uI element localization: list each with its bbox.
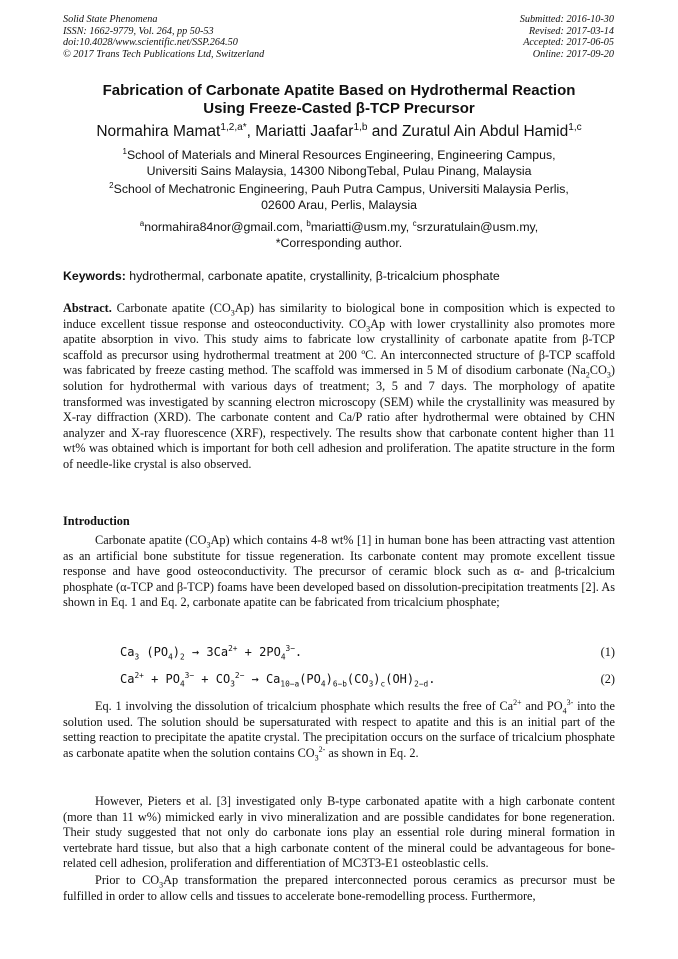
author-separator: , bbox=[246, 123, 256, 140]
revised-date: Revised: 2017-03-14 bbox=[528, 25, 614, 37]
eq-term: + CO bbox=[194, 672, 231, 686]
eq-sub: 10−a bbox=[280, 679, 300, 689]
paragraph-text: Ap) which contains 4-8 wt% [1] in human bone has been attracting vast attention as an artificial bone substitute for tissue regeneration. Its carbonate content may promote excellent tissue response and have good osteoconductivity. The precursor of ceramic block such as α- and β-tricalcium phosphate (α-TCP and β-TCP) foams have been developed based on dissolution-precipitation treatments [2]. As shown in Eq. 1 and Eq. 2, carbonate apatite can be fabricated from tricalcium phosphate; bbox=[63, 533, 615, 610]
publication-dates bbox=[520, 14, 614, 60]
email-link[interactable]: normahira84nor@gmail.com, bbox=[144, 220, 307, 234]
issn-line: ISSN: 1662-9779, Vol. 264, pp 50-53 bbox=[63, 25, 214, 37]
email-marker: b bbox=[306, 218, 311, 228]
author-name: Normahira Mamat bbox=[96, 123, 221, 140]
online-date: Online: 2017-09-20 bbox=[532, 48, 614, 60]
paper-title bbox=[40, 82, 638, 118]
email-link[interactable]: srzuratulain@usm.my, bbox=[416, 220, 539, 234]
author-affiliation-marker: 1,b bbox=[353, 121, 368, 133]
intro-paragraph-4 bbox=[63, 873, 615, 904]
eq-term: Ca bbox=[120, 672, 135, 686]
paragraph-text: as shown in Eq. 2. bbox=[325, 745, 419, 760]
eq-term: . bbox=[428, 672, 436, 686]
equation-1 bbox=[120, 645, 615, 663]
eq-term: Ca bbox=[120, 645, 135, 659]
eq-term: ) bbox=[325, 672, 333, 686]
subscript: 3 bbox=[606, 370, 611, 380]
affiliation-text: 02600 Arau, Perlis, Malaysia bbox=[261, 198, 417, 212]
eq-term: (OH) bbox=[385, 672, 415, 686]
section-heading: Introduction bbox=[63, 514, 130, 528]
eq-sub: 3 bbox=[134, 652, 140, 662]
eq-sub: 3 bbox=[230, 679, 235, 689]
eq-term: → 3Ca bbox=[184, 645, 229, 659]
eq-sub: 2−d bbox=[414, 679, 429, 689]
eq-sub: c bbox=[380, 679, 386, 689]
subscript: 3 bbox=[366, 324, 371, 334]
equation-number: (1) bbox=[600, 645, 615, 659]
eq-sup: 3− bbox=[184, 671, 195, 680]
affiliation-2 bbox=[40, 181, 638, 213]
author-separator: and bbox=[367, 123, 402, 140]
affiliation-text: Universiti Sains Malaysia, 14300 NibongTebal, Pulau Pinang, Malaysia bbox=[146, 164, 532, 178]
eq-term: ) bbox=[172, 645, 180, 659]
eq-term: + 2PO bbox=[237, 645, 281, 659]
eq-sub: 3 bbox=[368, 679, 374, 689]
equation-expression bbox=[120, 671, 436, 689]
subscript: 3 bbox=[159, 880, 164, 890]
eq-sub: 2 bbox=[180, 652, 185, 662]
paragraph-text: Ap transformation the prepared interconnected porous ceramics as precursor must be fulfilled in order to allow cells and tissues to accelerate bone-remodelling process. Furthermore, bbox=[63, 873, 615, 903]
email-marker: a bbox=[139, 218, 145, 228]
subscript: 3 bbox=[206, 540, 211, 550]
abstract-label: Abstract. bbox=[63, 301, 112, 315]
intro-paragraph-2 bbox=[63, 699, 615, 761]
author-name: Zuratul Ain Abdul Hamid bbox=[401, 123, 569, 140]
equation-expression bbox=[120, 644, 303, 662]
title-line-2: Using Freeze-Casted β-TCP Precursor bbox=[203, 100, 475, 117]
eq-sup: 2− bbox=[234, 671, 245, 680]
author-affiliation-marker: 1,c bbox=[568, 121, 582, 133]
abstract-text: Carbonate apatite (CO bbox=[111, 301, 231, 315]
eq-term: + PO bbox=[143, 672, 180, 686]
copyright-line: © 2017 Trans Tech Publications Ltd, Switzerland bbox=[63, 48, 265, 60]
accepted-date: Accepted: 2017-06-05 bbox=[523, 37, 614, 48]
superscript: 2- bbox=[318, 744, 326, 754]
equation-number: (2) bbox=[600, 672, 615, 686]
abstract-text: CO bbox=[589, 363, 607, 378]
keywords-label: Keywords: bbox=[63, 269, 126, 283]
paragraph-text: Carbonate apatite (CO bbox=[95, 533, 207, 547]
superscript: 3- bbox=[566, 697, 574, 707]
eq-sub: 4 bbox=[168, 652, 173, 662]
eq-sub: 4 bbox=[280, 652, 286, 662]
author-list bbox=[40, 123, 638, 141]
eq-term: (CO bbox=[346, 672, 369, 686]
eq-sup: 2+ bbox=[134, 671, 144, 680]
intro-paragraph-1 bbox=[63, 533, 615, 611]
abstract-text: ) solution for hydrothermal with various days of treatment; 3, 5 and 7 days. The morphology of apatite transformed was investigated by scanning electron microscopy (SEM) while the crystallinity was measured by X-ray diffraction (XRD). The carbonate content and Ca/P ratio after hydrothermal were obtained by CHN analyzer and X-ray fluorescence (XRF), respectively. The results show that carbonate content higher than 11 wt% was obtained which is important for both cell adhesion and proliferation. The apatite structure in the form of needle-like crystal is also observed. bbox=[63, 363, 615, 471]
doi-line: doi:10.4028/www.scientific.net/SSP.264.50 bbox=[63, 37, 238, 48]
eq-sup: 2+ bbox=[228, 644, 238, 653]
subscript: 3 bbox=[314, 753, 319, 763]
paragraph-text: and PO bbox=[521, 699, 563, 713]
contact-emails bbox=[40, 219, 638, 251]
eq-sub: 4 bbox=[179, 679, 185, 689]
author-affiliation-marker: 1,2,a* bbox=[220, 121, 247, 133]
keywords bbox=[63, 268, 615, 284]
intro-paragraph-3: However, Pieters et al. [3] investigated only B-type carbonated apatite with a high carbonate content (more than 11 w%) mimicked early in vivo mineralization and are possible candidates for bone regeneration. Their study suggested that not only do carbonate ions play an essential role during mineral formation in vertebrate hard tissue, but also that a high carbonate content of the mineral could be advantageous for bone-related cell adhesion, proliferation and differentiation of MC3T3-E1 osteoblastic cells. bbox=[63, 794, 615, 871]
affiliation-text: School of Mechatronic Engineering, Pauh Putra Campus, Universiti Malaysia Perlis, bbox=[113, 182, 569, 196]
affiliation-1 bbox=[40, 147, 638, 179]
subscript: 3 bbox=[230, 308, 235, 318]
eq-term: ) bbox=[373, 672, 381, 686]
paragraph-text: Prior to CO bbox=[95, 873, 160, 887]
paragraph-text: into the solution used. The solution should be supersaturated with respect to apatite and this is an initial part of the setting reaction to precipitate the apatite crystal. The precipitation occurs on the surface of tricalcium phosphate as carbonate apatite when the solution contains CO bbox=[63, 699, 615, 760]
abstract-text: Ap) has similarity to biological bone in composition which is expected to induce excellent tissue response and osteoconductivity. CO bbox=[63, 301, 615, 331]
publication-info bbox=[63, 14, 264, 60]
superscript: 2+ bbox=[513, 697, 522, 707]
eq-term: (PO bbox=[139, 645, 169, 659]
submitted-date: Submitted: 2016-10-30 bbox=[519, 14, 614, 25]
keywords-text: hydrothermal, carbonate apatite, crystallinity, β-tricalcium phosphate bbox=[125, 269, 500, 283]
author-name: Mariatti Jaafar bbox=[255, 123, 354, 140]
eq-sub: 6−b bbox=[332, 679, 347, 689]
journal-name: Solid State Phenomena bbox=[63, 14, 158, 25]
eq-sup: 3− bbox=[285, 644, 295, 653]
eq-term: . bbox=[294, 645, 303, 659]
equation-2 bbox=[120, 672, 615, 690]
corresponding-author-note: *Corresponding author. bbox=[275, 236, 403, 250]
abstract-text: Ap with lower crystallinity also promotes more apatite absorption in vivo. This study aims to fabricate low crystallinity of carbonate apatite from β-TCP scaffold as precursor using hydrothermal treatment at 200 ºC. An interconnected structure of β-TCP scaffold was fabricated by freeze casting method. The scaffold was immersed in 5 M of disodium carbonate (Na bbox=[63, 316, 616, 378]
eq-sub: 4 bbox=[320, 679, 326, 689]
eq-term: → Ca bbox=[244, 672, 281, 686]
paragraph-text: Eq. 1 involving the dissolution of tricalcium phosphate which results the free of Ca bbox=[95, 699, 514, 713]
abstract bbox=[63, 301, 615, 473]
eq-term: (PO bbox=[299, 672, 321, 686]
email-link[interactable]: mariatti@usm.my, bbox=[310, 220, 413, 234]
subscript: 2 bbox=[585, 370, 590, 380]
affiliation-marker: 1 bbox=[122, 146, 127, 156]
email-marker: c bbox=[412, 218, 417, 228]
affiliation-text: School of Materials and Mineral Resources Engineering, Engineering Campus, bbox=[126, 148, 556, 162]
subscript: 4 bbox=[562, 706, 567, 716]
title-line-1: Fabrication of Carbonate Apatite Based on Hydrothermal Reaction bbox=[102, 82, 576, 99]
affiliation-marker: 2 bbox=[109, 180, 114, 190]
